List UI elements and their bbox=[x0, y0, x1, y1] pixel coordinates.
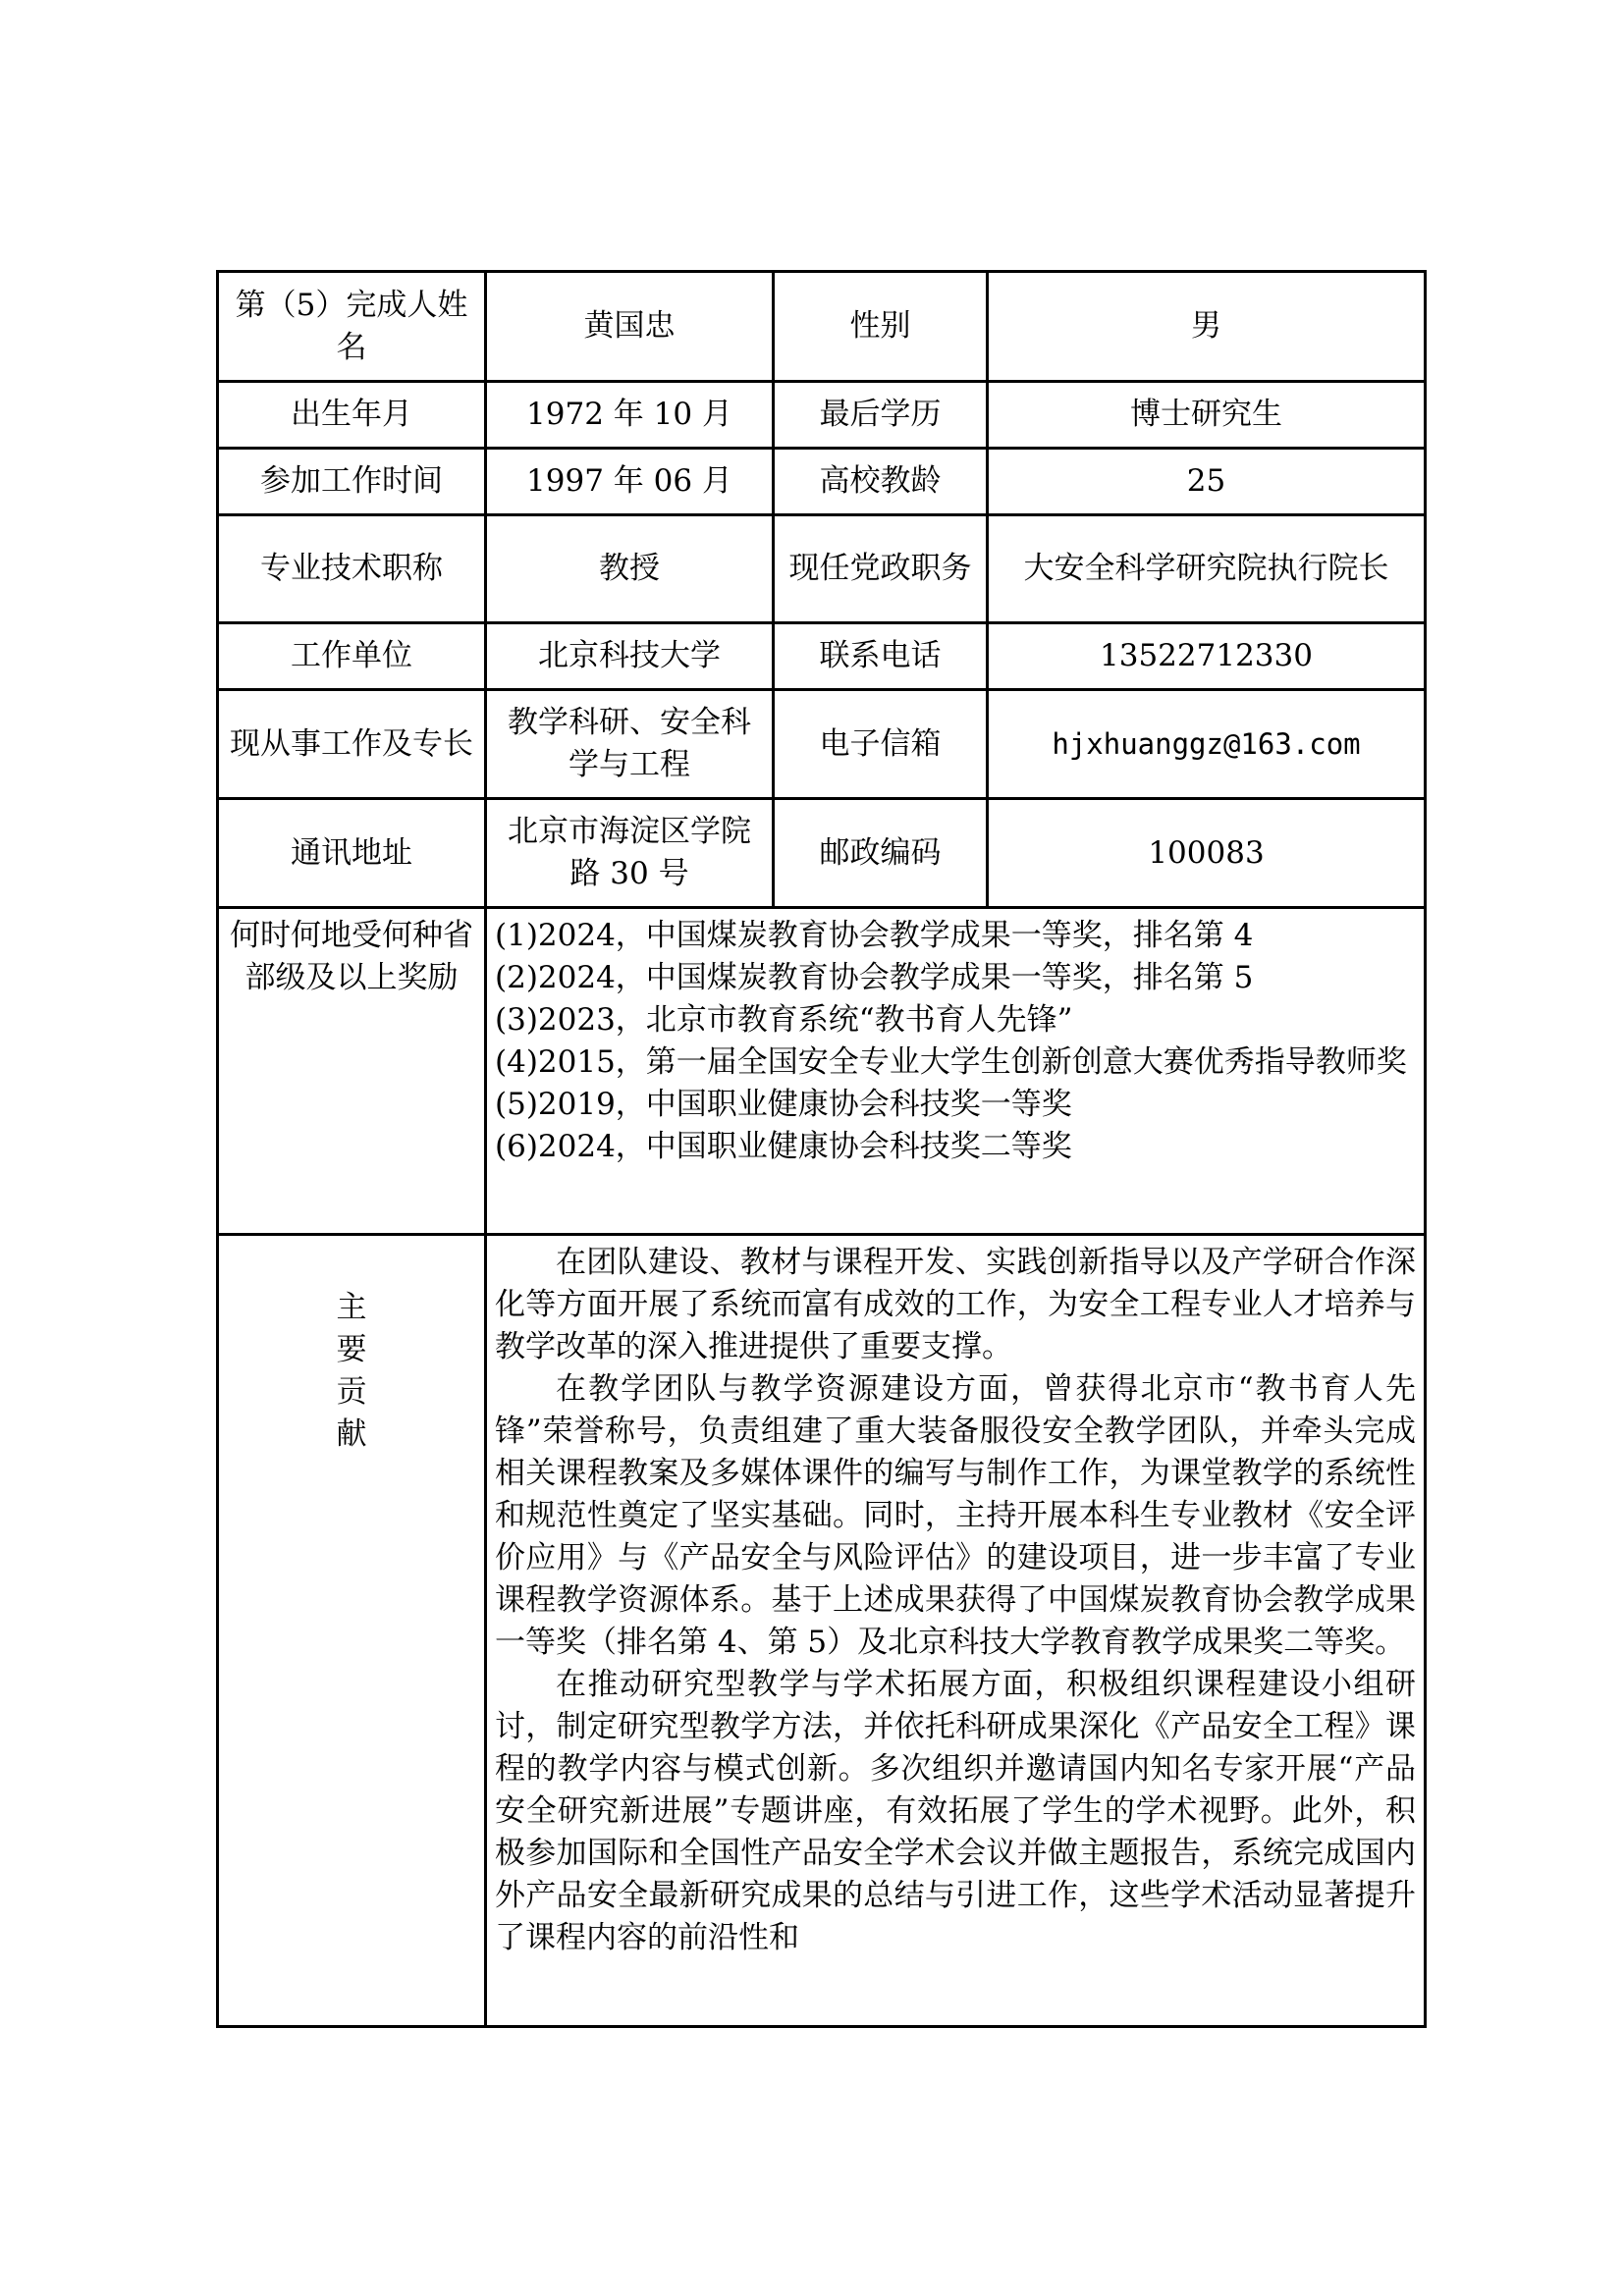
teaching-years-label: 高校教龄 bbox=[774, 449, 988, 515]
label-char: 贡 bbox=[336, 1374, 367, 1410]
personnel-form-table bbox=[216, 270, 1427, 2028]
gender-label: 性别 bbox=[774, 272, 988, 382]
birth-label: 出生年月 bbox=[218, 382, 486, 449]
name-value: 黄国忠 bbox=[486, 272, 774, 382]
specialty-label: 现从事工作及专长 bbox=[218, 690, 486, 799]
awards-list bbox=[486, 908, 1426, 1235]
name-label: 第（5）完成人姓名 bbox=[218, 272, 486, 382]
table-row bbox=[218, 690, 1426, 799]
position-label: 现任党政职务 bbox=[774, 515, 988, 623]
specialty-value: 教学科研、安全科学与工程 bbox=[486, 690, 774, 799]
employer-value: 北京科技大学 bbox=[486, 623, 774, 690]
award-item: (2)2024，中国煤炭教育协会教学成果一等奖，排名第 5 bbox=[495, 960, 1254, 995]
phone-label: 联系电话 bbox=[774, 623, 988, 690]
work-start-value: 1997 年 06 月 bbox=[486, 449, 774, 515]
table-row bbox=[218, 272, 1426, 382]
table-row bbox=[218, 1235, 1426, 2027]
award-item: (1)2024，中国煤炭教育协会教学成果一等奖，排名第 4 bbox=[495, 918, 1254, 953]
birth-value: 1972 年 10 月 bbox=[486, 382, 774, 449]
phone-value: 13522712330 bbox=[988, 623, 1426, 690]
award-item: (4)2015，第一届全国安全专业大学生创新创意大赛优秀指导教师奖 bbox=[495, 1044, 1407, 1080]
address-value: 北京市海淀区学院路 30 号 bbox=[486, 799, 774, 908]
table-row bbox=[218, 623, 1426, 690]
email-value: hjxhuanggz@163.com bbox=[988, 690, 1426, 799]
work-start-label: 参加工作时间 bbox=[218, 449, 486, 515]
position-value: 大安全科学研究院执行院长 bbox=[988, 515, 1426, 623]
label-char: 要 bbox=[336, 1332, 367, 1367]
table-row bbox=[218, 449, 1426, 515]
label-char: 献 bbox=[336, 1416, 367, 1452]
contribution-text bbox=[486, 1235, 1426, 2027]
gender-value: 男 bbox=[988, 272, 1426, 382]
award-item: (6)2024，中国职业健康协会科技奖二等奖 bbox=[495, 1129, 1072, 1164]
awards-label: 何时何地受何种省部级及以上奖励 bbox=[218, 908, 486, 1235]
award-item: (3)2023，北京市教育系统“教书育人先锋” bbox=[495, 1002, 1073, 1038]
employer-label: 工作单位 bbox=[218, 623, 486, 690]
label-char: 主 bbox=[336, 1290, 367, 1325]
email-label: 电子信箱 bbox=[774, 690, 988, 799]
teaching-years-value: 25 bbox=[988, 449, 1426, 515]
title-value: 教授 bbox=[486, 515, 774, 623]
education-label: 最后学历 bbox=[774, 382, 988, 449]
postcode-label: 邮政编码 bbox=[774, 799, 988, 908]
postcode-value: 100083 bbox=[988, 799, 1426, 908]
contribution-paragraph: 在教学团队与教学资源建设方面，曾获得北京市“教书育人先锋”荣誉称号，负责组建了重大装备服役安全教学团队，并牵头完成相关课程教案及多媒体课件的编写与制作工作，为课堂教学的系统性和规范性奠定了坚实基础。同时，主持开展本科生专业教材《安全评价应用》与《产品安全与风险评估》的建设项目，进一步丰富了专业课程教学资源体系。基于上述成果获得了中国煤炭教育协会教学成果一等奖（排名第 4、第 5）及北京科技大学教育教学成果奖二等奖。 bbox=[495, 1371, 1416, 1660]
contribution-label bbox=[218, 1235, 486, 2027]
table-row bbox=[218, 799, 1426, 908]
table-row bbox=[218, 515, 1426, 623]
address-label: 通讯地址 bbox=[218, 799, 486, 908]
title-label: 专业技术职称 bbox=[218, 515, 486, 623]
contribution-paragraph: 在团队建设、教材与课程开发、实践创新指导以及产学研合作深化等方面开展了系统而富有成效的工作，为安全工程专业人才培养与教学改革的深入推进提供了重要支撑。 bbox=[495, 1245, 1416, 1364]
table-row bbox=[218, 908, 1426, 1235]
education-value: 博士研究生 bbox=[988, 382, 1426, 449]
contribution-paragraph: 在推动研究型教学与学术拓展方面，积极组织课程建设小组研讨，制定研究型教学方法，并依托科研成果深化《产品安全工程》课程的教学内容与模式创新。多次组织并邀请国内知名专家开展“产品安全研究新进展”专题讲座，有效拓展了学生的学术视野。此外，积极参加国际和全国性产品安全学术会议并做主题报告，系统完成国内外产品安全最新研究成果的总结与引进工作，这些学术活动显著提升了课程内容的前沿性和 bbox=[495, 1667, 1416, 1955]
table-row bbox=[218, 382, 1426, 449]
award-item: (5)2019，中国职业健康协会科技奖一等奖 bbox=[495, 1087, 1072, 1122]
